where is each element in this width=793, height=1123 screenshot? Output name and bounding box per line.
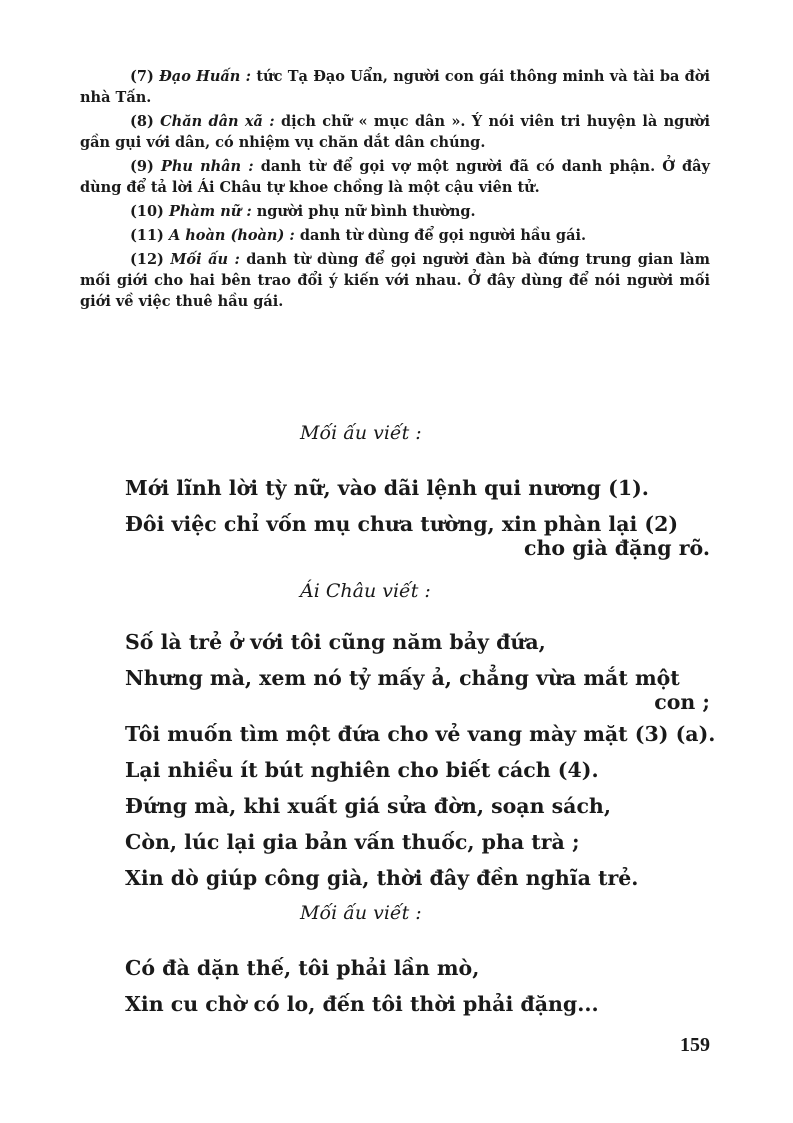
footnote-term: Mối ấu : — [170, 251, 240, 268]
verse-block-3 — [125, 950, 710, 1022]
verse-line-continuation: cho già đặng rõ. — [524, 536, 710, 560]
footnote-number: (7) — [130, 68, 154, 85]
section-heading-moi-au-2: Mối ấu viết : — [300, 902, 422, 924]
verse-line: Có đà dặn thế, tôi phải lần mò, — [125, 956, 480, 980]
footnote-term: Chăn dân xã : — [160, 113, 275, 130]
verse-block-2 — [125, 624, 716, 896]
section-heading-ai-chau: Ái Châu viết : — [300, 580, 431, 602]
verse-line: Mới lĩnh lời tỳ nữ, vào dãi lệnh qui nương (1). — [125, 476, 649, 500]
verse-line: Xin dò giúp công già, thời đây đền nghĩa trẻ. — [125, 866, 639, 890]
verse-block-1 — [125, 470, 710, 562]
footnote-text: danh từ dùng để gọi người hầu gái. — [299, 227, 587, 244]
footnote-number: (10) — [130, 203, 164, 220]
verse-line: Đôi việc chỉ vốn mụ chưa tường, xin phàn lại (2) — [125, 512, 679, 536]
footnote-number: (11) — [130, 227, 164, 244]
footnote-11 — [80, 225, 710, 246]
footnote-term: Phu nhân : — [160, 158, 254, 175]
page-number: 159 — [680, 1034, 710, 1056]
footnote-term: A hoàn (hoàn) : — [168, 227, 295, 244]
footnote-12 — [80, 249, 710, 312]
footnote-text: danh từ dùng để gọi người đàn bà đứng trung gian làm mối giới cho hai bên trao đổi ý kiến với nhau. Ở đây dùng để nói người mối giới về việc thuê hầu gái. — [80, 251, 710, 310]
footnote-text: danh từ để gọi vợ một người đã có danh phận. Ở đây dùng để tả lời Ái Châu tự khoe chồng là một cậu viên tử. — [80, 158, 710, 196]
footnote-number: (12) — [130, 251, 164, 268]
verse-line-continuation: con ; — [654, 690, 710, 714]
footnote-number: (9) — [130, 158, 154, 175]
verse-line: Tôi muốn tìm một đứa cho vẻ vang mày mặt (3) (a). — [125, 722, 716, 746]
verse-line: Nhưng mà, xem nó tỷ mấy ả, chẳng vừa mắt một — [125, 666, 680, 690]
footnote-text: người phụ nữ bình thường. — [256, 203, 476, 220]
footnote-9 — [80, 156, 710, 198]
footnote-10 — [80, 201, 710, 222]
verse-line: Số là trẻ ở với tôi cũng năm bảy đứa, — [125, 630, 546, 654]
footnote-text: dịch chữ « mục dân ». Ý nói viên tri huyện là người gần gụi với dân, có nhiệm vụ chăn dắt dân chúng. — [80, 113, 710, 151]
footnote-term: Phàm nữ : — [168, 203, 252, 220]
verse-line: Đứng mà, khi xuất giá sửa đờn, soạn sách, — [125, 794, 611, 818]
verse-line: Lại nhiều ít bút nghiên cho biết cách (4). — [125, 758, 599, 782]
section-heading-moi-au-1: Mối ấu viết : — [300, 422, 422, 444]
footnote-7 — [80, 66, 710, 108]
footnote-number: (8) — [130, 113, 154, 130]
verse-line: Còn, lúc lại gia bản vấn thuốc, pha trà ; — [125, 830, 580, 854]
verse-line: Xin cu chờ có lo, đến tôi thời phải đặng... — [125, 992, 599, 1016]
footnote-term: Đạo Huấn : — [159, 68, 252, 85]
footnote-text: tức Tạ Đạo Uẩn, người con gái thông minh và tài ba đời nhà Tấn. — [80, 68, 710, 106]
footnote-8 — [80, 111, 710, 153]
footnotes — [80, 66, 710, 315]
